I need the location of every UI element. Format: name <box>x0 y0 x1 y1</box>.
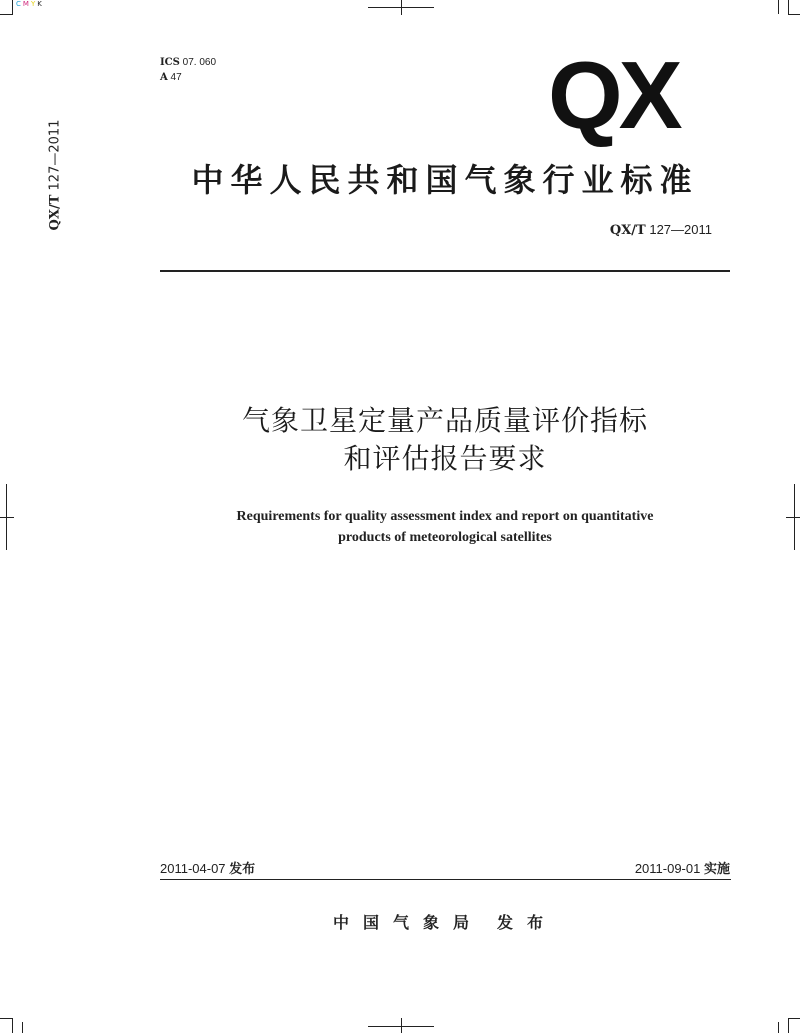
issue-date-label: 发布 <box>229 862 256 877</box>
standard-code <box>610 222 712 238</box>
publisher-name: 中国气象局 <box>332 913 483 932</box>
implement-date-label: 实施 <box>703 862 730 877</box>
document-title-en-line2: products of meteorological satellites <box>338 530 552 545</box>
standard-code-number: 127—2011 <box>649 222 712 237</box>
ics-value: 07. 060 <box>182 57 217 68</box>
ics-line <box>160 55 216 70</box>
document-title-en <box>160 506 730 548</box>
standard-code-prefix: QX/T <box>609 223 646 238</box>
document-title-cn <box>160 402 730 478</box>
top-rule <box>160 270 730 272</box>
qx-logo: QX <box>548 42 679 149</box>
a-line <box>160 70 216 85</box>
bottom-rule <box>160 879 731 880</box>
publisher <box>160 910 730 933</box>
ics-label: ICS <box>160 57 180 68</box>
issue-date-value: 2011-04-07 <box>160 861 226 876</box>
spine-code-number: 127—2011 <box>47 119 63 191</box>
spine-code-prefix: QX/T <box>47 194 63 231</box>
document-title-cn-line1: 气象卫星定量产品质量评价指标 <box>241 404 648 437</box>
issue-date <box>160 858 255 877</box>
publisher-action: 发布 <box>497 913 558 932</box>
document-title-en-line1: Requirements for quality assessment index and report on quantitative <box>236 509 654 524</box>
classification-block <box>160 55 216 85</box>
a-value: 47 <box>170 72 182 83</box>
spine-code <box>48 120 63 231</box>
a-label: A <box>160 72 168 83</box>
implement-date <box>635 858 730 877</box>
document-title-cn-line2: 和评估报告要求 <box>343 442 547 475</box>
color-bar: CMYK <box>16 0 43 8</box>
implement-date-value: 2011-09-01 <box>634 861 701 876</box>
standard-title: 中华人民共和国气象行业标准 <box>191 161 699 199</box>
